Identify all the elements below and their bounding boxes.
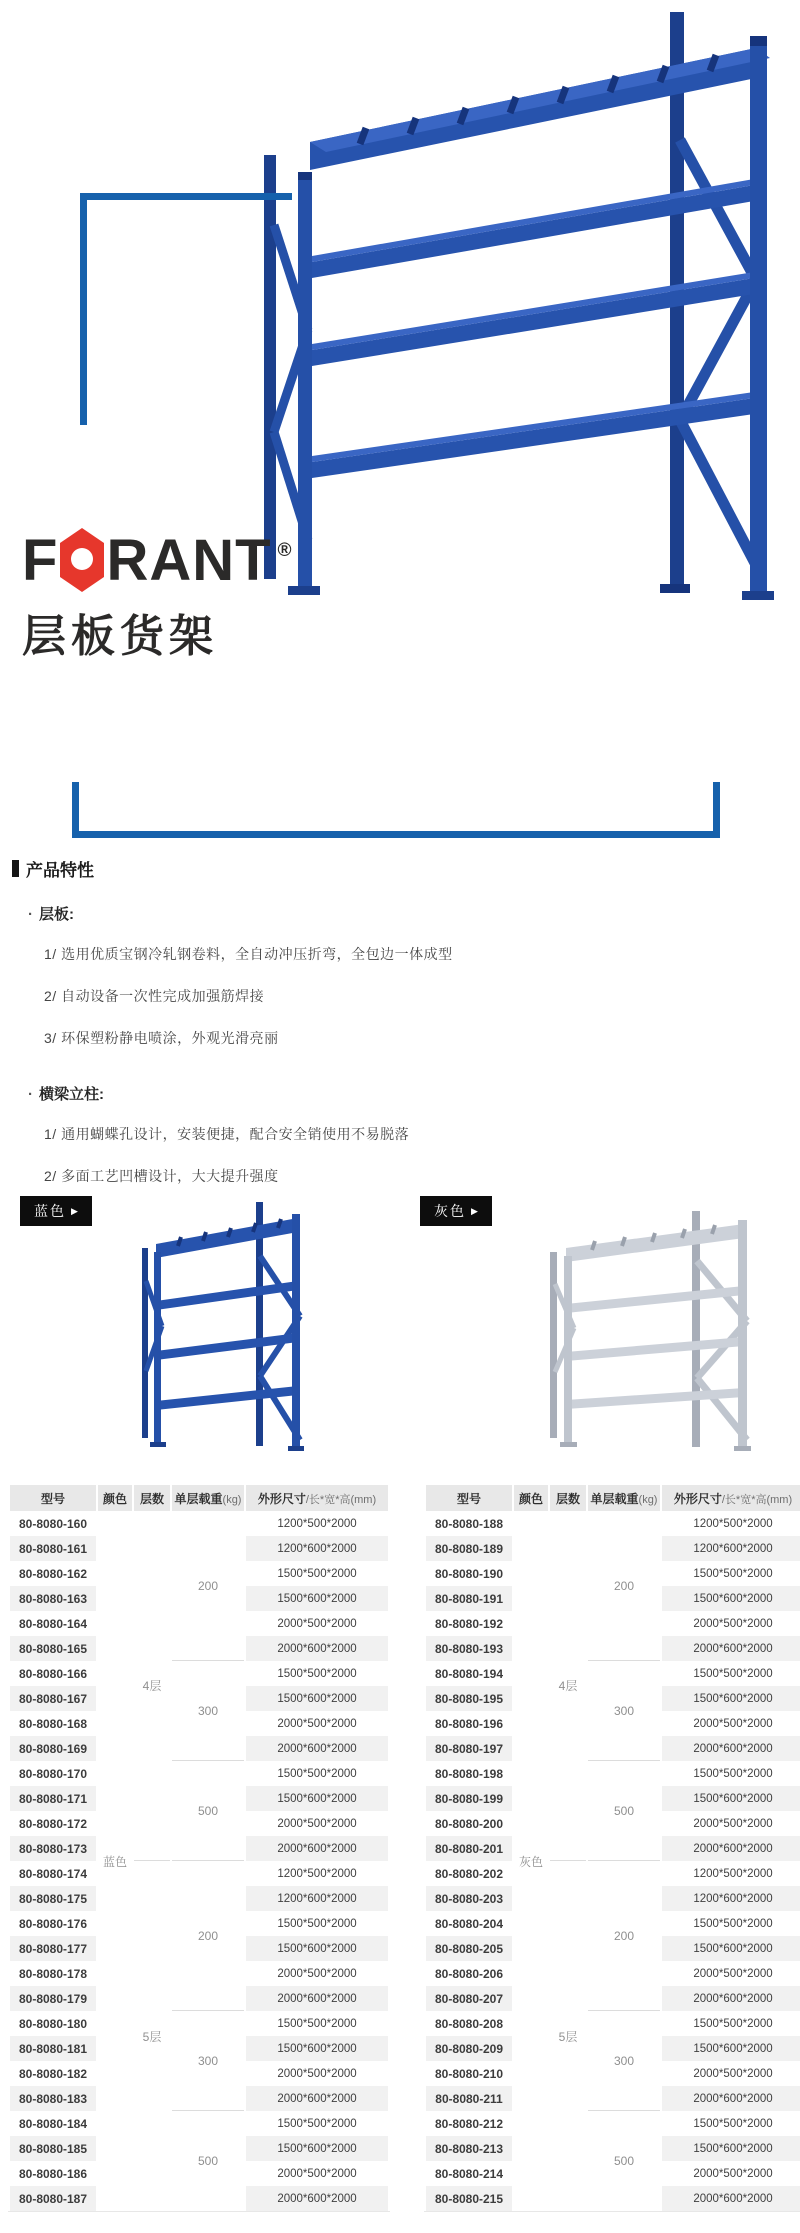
model-cell: 80-8080-201	[426, 1836, 512, 1861]
load-cell: 300	[588, 2011, 660, 2111]
model-cell: 80-8080-203	[426, 1886, 512, 1911]
model-cell: 80-8080-189	[426, 1536, 512, 1561]
model-cell: 80-8080-160	[10, 1511, 96, 1536]
dims-cell: 2000*500*2000	[662, 1811, 800, 1836]
tier-cell: 4层	[550, 1511, 586, 1861]
model-cell: 80-8080-192	[426, 1611, 512, 1636]
dims-cell: 1500*600*2000	[662, 1586, 800, 1611]
load-cell: 200	[588, 1511, 660, 1661]
load-cell: 300	[588, 1661, 660, 1761]
model-cell: 80-8080-199	[426, 1786, 512, 1811]
frame-line-bottom-right-stub	[713, 782, 720, 838]
load-cell: 500	[172, 1761, 244, 1861]
table-row	[426, 1511, 800, 1536]
frame-line-top	[80, 193, 292, 200]
model-cell: 80-8080-196	[426, 1711, 512, 1736]
frame-line-bottom	[72, 831, 720, 838]
dims-cell: 2000*600*2000	[246, 2086, 388, 2111]
brand-letter: F	[22, 528, 59, 593]
model-cell: 80-8080-171	[10, 1786, 96, 1811]
dims-cell: 1500*500*2000	[662, 1561, 800, 1586]
variant-label: 灰色	[434, 1203, 467, 1219]
feature-item: 2/ 多面工艺凹槽设计，大大提升强度	[44, 1168, 279, 1184]
model-cell: 80-8080-193	[426, 1636, 512, 1661]
model-cell: 80-8080-170	[10, 1761, 96, 1786]
dims-cell: 1500*600*2000	[662, 2036, 800, 2061]
column-header: 颜色	[98, 1485, 132, 1511]
model-cell: 80-8080-173	[10, 1836, 96, 1861]
load-cell: 500	[172, 2111, 244, 2211]
dims-cell: 2000*500*2000	[246, 1611, 388, 1636]
column-header: 层数	[134, 1485, 170, 1511]
model-cell: 80-8080-212	[426, 2111, 512, 2136]
model-cell: 80-8080-172	[10, 1811, 96, 1836]
table-row	[426, 1661, 800, 1686]
dims-cell: 1500*500*2000	[246, 2111, 388, 2136]
dims-cell: 1500*500*2000	[246, 1761, 388, 1786]
dims-cell: 1200*500*2000	[662, 1511, 800, 1536]
section-marker-icon	[12, 860, 19, 877]
dims-cell: 1500*500*2000	[246, 1911, 388, 1936]
dims-cell: 1500*600*2000	[662, 2136, 800, 2161]
model-cell: 80-8080-181	[10, 2036, 96, 2061]
feature-item: 1/ 通用蝴蝶孔设计，安装便捷，配合安全销使用不易脱落	[44, 1126, 410, 1142]
model-cell: 80-8080-179	[10, 1986, 96, 2011]
dims-cell: 1500*600*2000	[662, 1686, 800, 1711]
load-cell: 200	[588, 1861, 660, 2011]
model-cell: 80-8080-167	[10, 1686, 96, 1711]
dims-cell: 2000*500*2000	[662, 1711, 800, 1736]
arrow-right-icon: ▶	[471, 1205, 478, 1216]
dims-cell: 2000*600*2000	[662, 1736, 800, 1761]
model-cell: 80-8080-174	[10, 1861, 96, 1886]
feature-group-heading: · 横梁立柱:	[28, 1086, 104, 1103]
color-cell: 灰色	[514, 1511, 548, 2211]
shelf-image-blue	[128, 1196, 328, 1454]
column-header: 外形尺寸/长*宽*高(mm)	[662, 1485, 800, 1511]
tier-cell: 5层	[134, 1861, 170, 2211]
shelf-image-gray	[532, 1206, 782, 1454]
dims-cell: 1200*500*2000	[246, 1511, 388, 1536]
dims-cell: 1500*500*2000	[662, 1761, 800, 1786]
model-cell: 80-8080-184	[10, 2111, 96, 2136]
model-cell: 80-8080-194	[426, 1661, 512, 1686]
model-cell: 80-8080-187	[10, 2186, 96, 2211]
dims-cell: 1500*600*2000	[246, 2136, 388, 2161]
table-row	[426, 2011, 800, 2036]
dims-cell: 1200*600*2000	[662, 1536, 800, 1561]
table-row	[10, 1861, 388, 1886]
model-cell: 80-8080-168	[10, 1711, 96, 1736]
dims-cell: 1500*500*2000	[662, 2111, 800, 2136]
dims-cell: 2000*600*2000	[246, 1636, 388, 1661]
dims-cell: 1500*500*2000	[246, 1561, 388, 1586]
feature-item: 1/ 选用优质宝钢冷轧钢卷料，全自动冲压折弯，全包边一体成型	[44, 946, 453, 962]
variant-button-gray[interactable]	[420, 1196, 492, 1226]
table-row	[426, 1761, 800, 1786]
model-cell: 80-8080-165	[10, 1636, 96, 1661]
table-row	[10, 2011, 388, 2036]
model-cell: 80-8080-164	[10, 1611, 96, 1636]
tier-cell: 5层	[550, 1861, 586, 2211]
model-cell: 80-8080-178	[10, 1961, 96, 1986]
dims-cell: 1500*600*2000	[662, 1936, 800, 1961]
features-section-title	[12, 856, 94, 881]
variant-label: 蓝色	[34, 1203, 67, 1219]
table-row	[10, 1511, 388, 1536]
model-cell: 80-8080-161	[10, 1536, 96, 1561]
load-cell: 500	[588, 1761, 660, 1861]
model-cell: 80-8080-188	[426, 1511, 512, 1536]
frame-line-bottom-left-stub	[72, 782, 79, 838]
model-cell: 80-8080-191	[426, 1586, 512, 1611]
feature-group-heading: · 层板:	[28, 906, 74, 923]
arrow-right-icon: ▶	[71, 1205, 78, 1216]
model-cell: 80-8080-182	[10, 2061, 96, 2086]
model-cell: 80-8080-190	[426, 1561, 512, 1586]
model-cell: 80-8080-206	[426, 1961, 512, 1986]
dims-cell: 1500*500*2000	[246, 2011, 388, 2036]
dims-cell: 2000*500*2000	[662, 2161, 800, 2186]
model-cell: 80-8080-213	[426, 2136, 512, 2161]
dims-cell: 2000*600*2000	[662, 2186, 800, 2211]
features-title-text: 产品特性	[26, 861, 94, 880]
model-cell: 80-8080-166	[10, 1661, 96, 1686]
load-cell: 300	[172, 1661, 244, 1761]
column-header: 外形尺寸/长*宽*高(mm)	[246, 1485, 388, 1511]
dims-cell: 2000*600*2000	[662, 1636, 800, 1661]
dims-cell: 1500*600*2000	[246, 1936, 388, 1961]
dims-cell: 2000*500*2000	[246, 1961, 388, 1986]
model-cell: 80-8080-215	[426, 2186, 512, 2211]
dims-cell: 2000*500*2000	[246, 2061, 388, 2086]
hero-shelf-image	[230, 0, 800, 600]
bullet-icon: ·	[28, 906, 33, 923]
column-header: 型号	[10, 1485, 96, 1511]
spec-table-blue	[8, 1485, 390, 2212]
dims-cell: 1500*500*2000	[662, 2011, 800, 2036]
model-cell: 80-8080-195	[426, 1686, 512, 1711]
model-cell: 80-8080-180	[10, 2011, 96, 2036]
dims-cell: 1500*600*2000	[246, 1686, 388, 1711]
model-cell: 80-8080-209	[426, 2036, 512, 2061]
dims-cell: 2000*600*2000	[246, 1836, 388, 1861]
model-cell: 80-8080-175	[10, 1886, 96, 1911]
column-header: 型号	[426, 1485, 512, 1511]
dims-cell: 1200*500*2000	[662, 1861, 800, 1886]
brand-logo	[22, 528, 292, 664]
brand-hexagon-icon	[59, 528, 105, 592]
dims-cell: 1500*600*2000	[246, 1786, 388, 1811]
dims-cell: 1200*600*2000	[246, 1536, 388, 1561]
model-cell: 80-8080-214	[426, 2161, 512, 2186]
dims-cell: 2000*600*2000	[662, 2086, 800, 2111]
model-cell: 80-8080-207	[426, 1986, 512, 2011]
model-cell: 80-8080-211	[426, 2086, 512, 2111]
column-header: 颜色	[514, 1485, 548, 1511]
dims-cell: 1500*500*2000	[662, 1661, 800, 1686]
column-header: 单层载重(kg)	[588, 1485, 660, 1511]
load-cell: 300	[172, 2011, 244, 2111]
brand-letters: RANT	[106, 528, 272, 593]
dims-cell: 1200*600*2000	[662, 1886, 800, 1911]
color-cell: 蓝色	[98, 1511, 132, 2211]
dims-cell: 2000*500*2000	[246, 1811, 388, 1836]
dims-cell: 2000*600*2000	[662, 1986, 800, 2011]
load-cell: 200	[172, 1511, 244, 1661]
model-cell: 80-8080-163	[10, 1586, 96, 1611]
feature-item: 2/ 自动设备一次性完成加强筋焊接	[44, 988, 265, 1004]
column-header: 层数	[550, 1485, 586, 1511]
spec-table-gray	[424, 1485, 800, 2212]
dims-cell: 1500*500*2000	[246, 1661, 388, 1686]
dims-cell: 2000*600*2000	[246, 1736, 388, 1761]
table-row	[10, 1661, 388, 1686]
dims-cell: 2000*600*2000	[246, 2186, 388, 2211]
dims-cell: 2000*500*2000	[246, 1711, 388, 1736]
dims-cell: 2000*500*2000	[662, 1961, 800, 1986]
dims-cell: 2000*600*2000	[246, 1986, 388, 2011]
load-cell: 200	[172, 1861, 244, 2011]
model-cell: 80-8080-204	[426, 1911, 512, 1936]
model-cell: 80-8080-210	[426, 2061, 512, 2086]
model-cell: 80-8080-208	[426, 2011, 512, 2036]
model-cell: 80-8080-202	[426, 1861, 512, 1886]
dims-cell: 2000*500*2000	[662, 1611, 800, 1636]
model-cell: 80-8080-169	[10, 1736, 96, 1761]
feature-item: 3/ 环保塑粉静电喷涂，外观光滑亮丽	[44, 1030, 279, 1046]
load-cell: 500	[588, 2111, 660, 2211]
table-row	[10, 1761, 388, 1786]
product-title: 层板货架	[22, 612, 218, 661]
model-cell: 80-8080-185	[10, 2136, 96, 2161]
dims-cell: 1500*600*2000	[246, 2036, 388, 2061]
dims-cell: 2000*600*2000	[662, 1836, 800, 1861]
model-cell: 80-8080-186	[10, 2161, 96, 2186]
model-cell: 80-8080-162	[10, 1561, 96, 1586]
model-cell: 80-8080-200	[426, 1811, 512, 1836]
variant-button-blue[interactable]	[20, 1196, 92, 1226]
model-cell: 80-8080-183	[10, 2086, 96, 2111]
dims-cell: 2000*500*2000	[662, 2061, 800, 2086]
registered-mark: ®	[277, 540, 292, 561]
dims-cell: 1500*600*2000	[246, 1586, 388, 1611]
dims-cell: 2000*500*2000	[246, 2161, 388, 2186]
frame-line-left	[80, 193, 87, 425]
model-cell: 80-8080-197	[426, 1736, 512, 1761]
bullet-icon: ·	[28, 1086, 33, 1103]
dims-cell: 1200*500*2000	[246, 1861, 388, 1886]
model-cell: 80-8080-177	[10, 1936, 96, 1961]
model-cell: 80-8080-198	[426, 1761, 512, 1786]
table-row	[426, 2111, 800, 2136]
model-cell: 80-8080-205	[426, 1936, 512, 1961]
table-row	[426, 1861, 800, 1886]
model-cell: 80-8080-176	[10, 1911, 96, 1936]
column-header: 单层载重(kg)	[172, 1485, 244, 1511]
dims-cell: 1200*600*2000	[246, 1886, 388, 1911]
tier-cell: 4层	[134, 1511, 170, 1861]
dims-cell: 1500*500*2000	[662, 1911, 800, 1936]
table-row	[10, 2111, 388, 2136]
dims-cell: 1500*600*2000	[662, 1786, 800, 1811]
